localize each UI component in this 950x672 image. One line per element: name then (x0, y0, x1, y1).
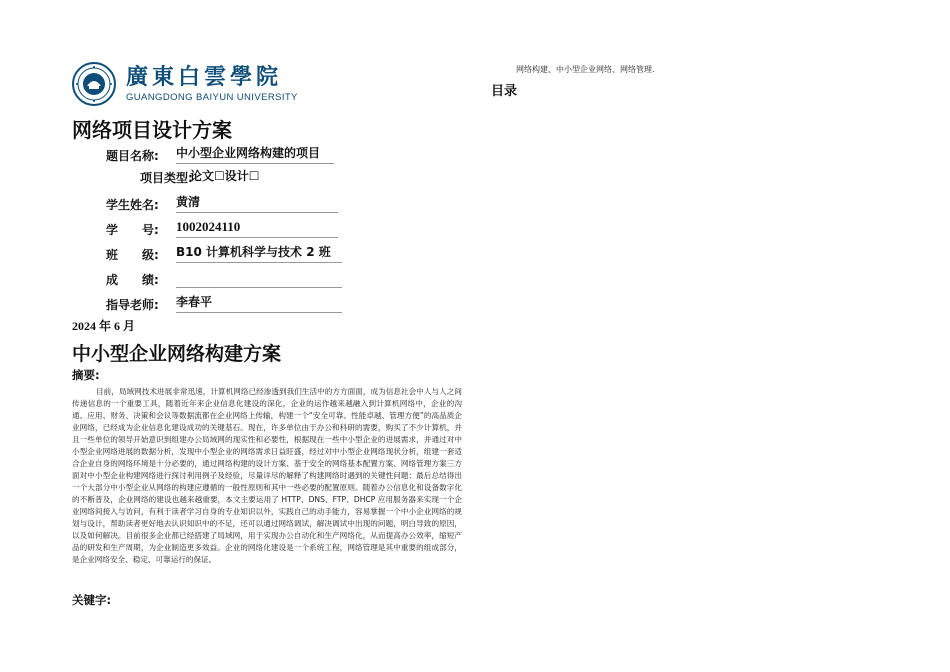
class-value: B10 计算机科学与技术 2 班 (176, 243, 342, 263)
info-row-student (106, 193, 338, 213)
id-label: 学 号: (106, 223, 159, 237)
university-seal-icon (72, 62, 116, 106)
info-row-topic (106, 144, 334, 164)
info-row-type (140, 167, 260, 186)
class-label: 班 级: (106, 248, 159, 262)
topic-label: 题目名称: (106, 149, 159, 163)
abstract-text: 目前，局域网技术进展非常迅速，计算机网络已经渗透到我们生活中的方方面面，成为信息社会中人与人之间传递信息的一个重要工具，随着近年来企业信息化建设的深化，企业的运作越来越融入到计算机网络中，企业的沟通、应用、财务、决策和会议等数据流都在企业网络上传输，构建一个“安全可靠、性能卓越、管理方便”的高品质企业网络，已经成为企业信息化建设成功的关键基石。现在，许多单位由于办公和科研的需要，购买了不少计算机，并且一些单位的领导开始意识到组建办公局域网的现实性和必要性，根据现在一些中小型企业的进展需求，并通过对中小型企业网络进展的数据分析，发现中小型企业的网络需求日益旺盛，经过对中小型企业网络现状分析，组建一套适合企业自身的网络环境是十分必要的，通过网络构建的设计方案、基于安全的网络基本配置方案、网络管理方案三方面对中小型企业构建网络进行探讨利用例子及经验，尽量详尽的解释了构建网络时遇到的关键性问题；最后总结得出一个大部分中小型企业从网络的构建应遵循的一般性原则和其中一些必要的配置原则。随着办公信息化和设备数字化的不断普及，企业网络的建设也越来越重要，本文主要运用了 HTTP、DNS、FTP、DHCP 应用服务器来实现一个企业网络间接入与访问，有利于读者学习自身的专业知识以外，实践自己的动手能力，容易掌握一个中小企业网络的规划与设计，帮助读者更好地去认识知识中的不足，还可以通过网络调试，解决调试中出现的问题，明白导致的原因，以及如何解决。目前很多企业都已经搭建了局域网，用于实现办公自动化和生产网络化，从而提高办公效率，缩短产品的研发和生产周期，为企业制造更多效益。企业的网络化建设是一个系统工程，网络管理是其中重要的组成部分，是企业网络安全、稳定、可靠运行的保证。 (72, 387, 462, 564)
main-title: 中小型企业网络构建方案 (72, 343, 282, 365)
grade-value (176, 268, 342, 288)
type-label: 项目类型: (140, 171, 193, 185)
document-title: 网络项目设计方案 (72, 118, 232, 142)
keywords-label: 关键字: (72, 593, 112, 607)
type-value: 论文☐设计☐ (190, 169, 260, 183)
abstract-label: 摘要: (72, 368, 100, 382)
info-row-advisor (106, 293, 342, 313)
logo-chinese-name: 廣東白雲學院 (126, 64, 283, 90)
logo-english-name: GUANGDONG BAIYUN UNIVERSITY (126, 92, 298, 103)
document-date: 2024 年 6 月 (72, 319, 136, 333)
keywords-line: 网络构建、中小型企业网络、网络管理. (516, 65, 655, 74)
student-label: 学生姓名: (106, 198, 159, 212)
toc-title: 目录 (491, 84, 518, 99)
info-row-id (106, 218, 338, 238)
university-logo (72, 62, 298, 106)
topic-value: 中小型企业网络构建的项目 (176, 144, 334, 164)
info-row-grade (106, 268, 342, 288)
advisor-value: 李春平 (176, 293, 342, 313)
id-value: 1002024110 (176, 218, 338, 238)
advisor-label: 指导老师: (106, 298, 159, 312)
grade-label: 成 绩: (106, 273, 159, 287)
info-row-class (106, 243, 342, 263)
student-value: 黄清 (176, 193, 338, 213)
